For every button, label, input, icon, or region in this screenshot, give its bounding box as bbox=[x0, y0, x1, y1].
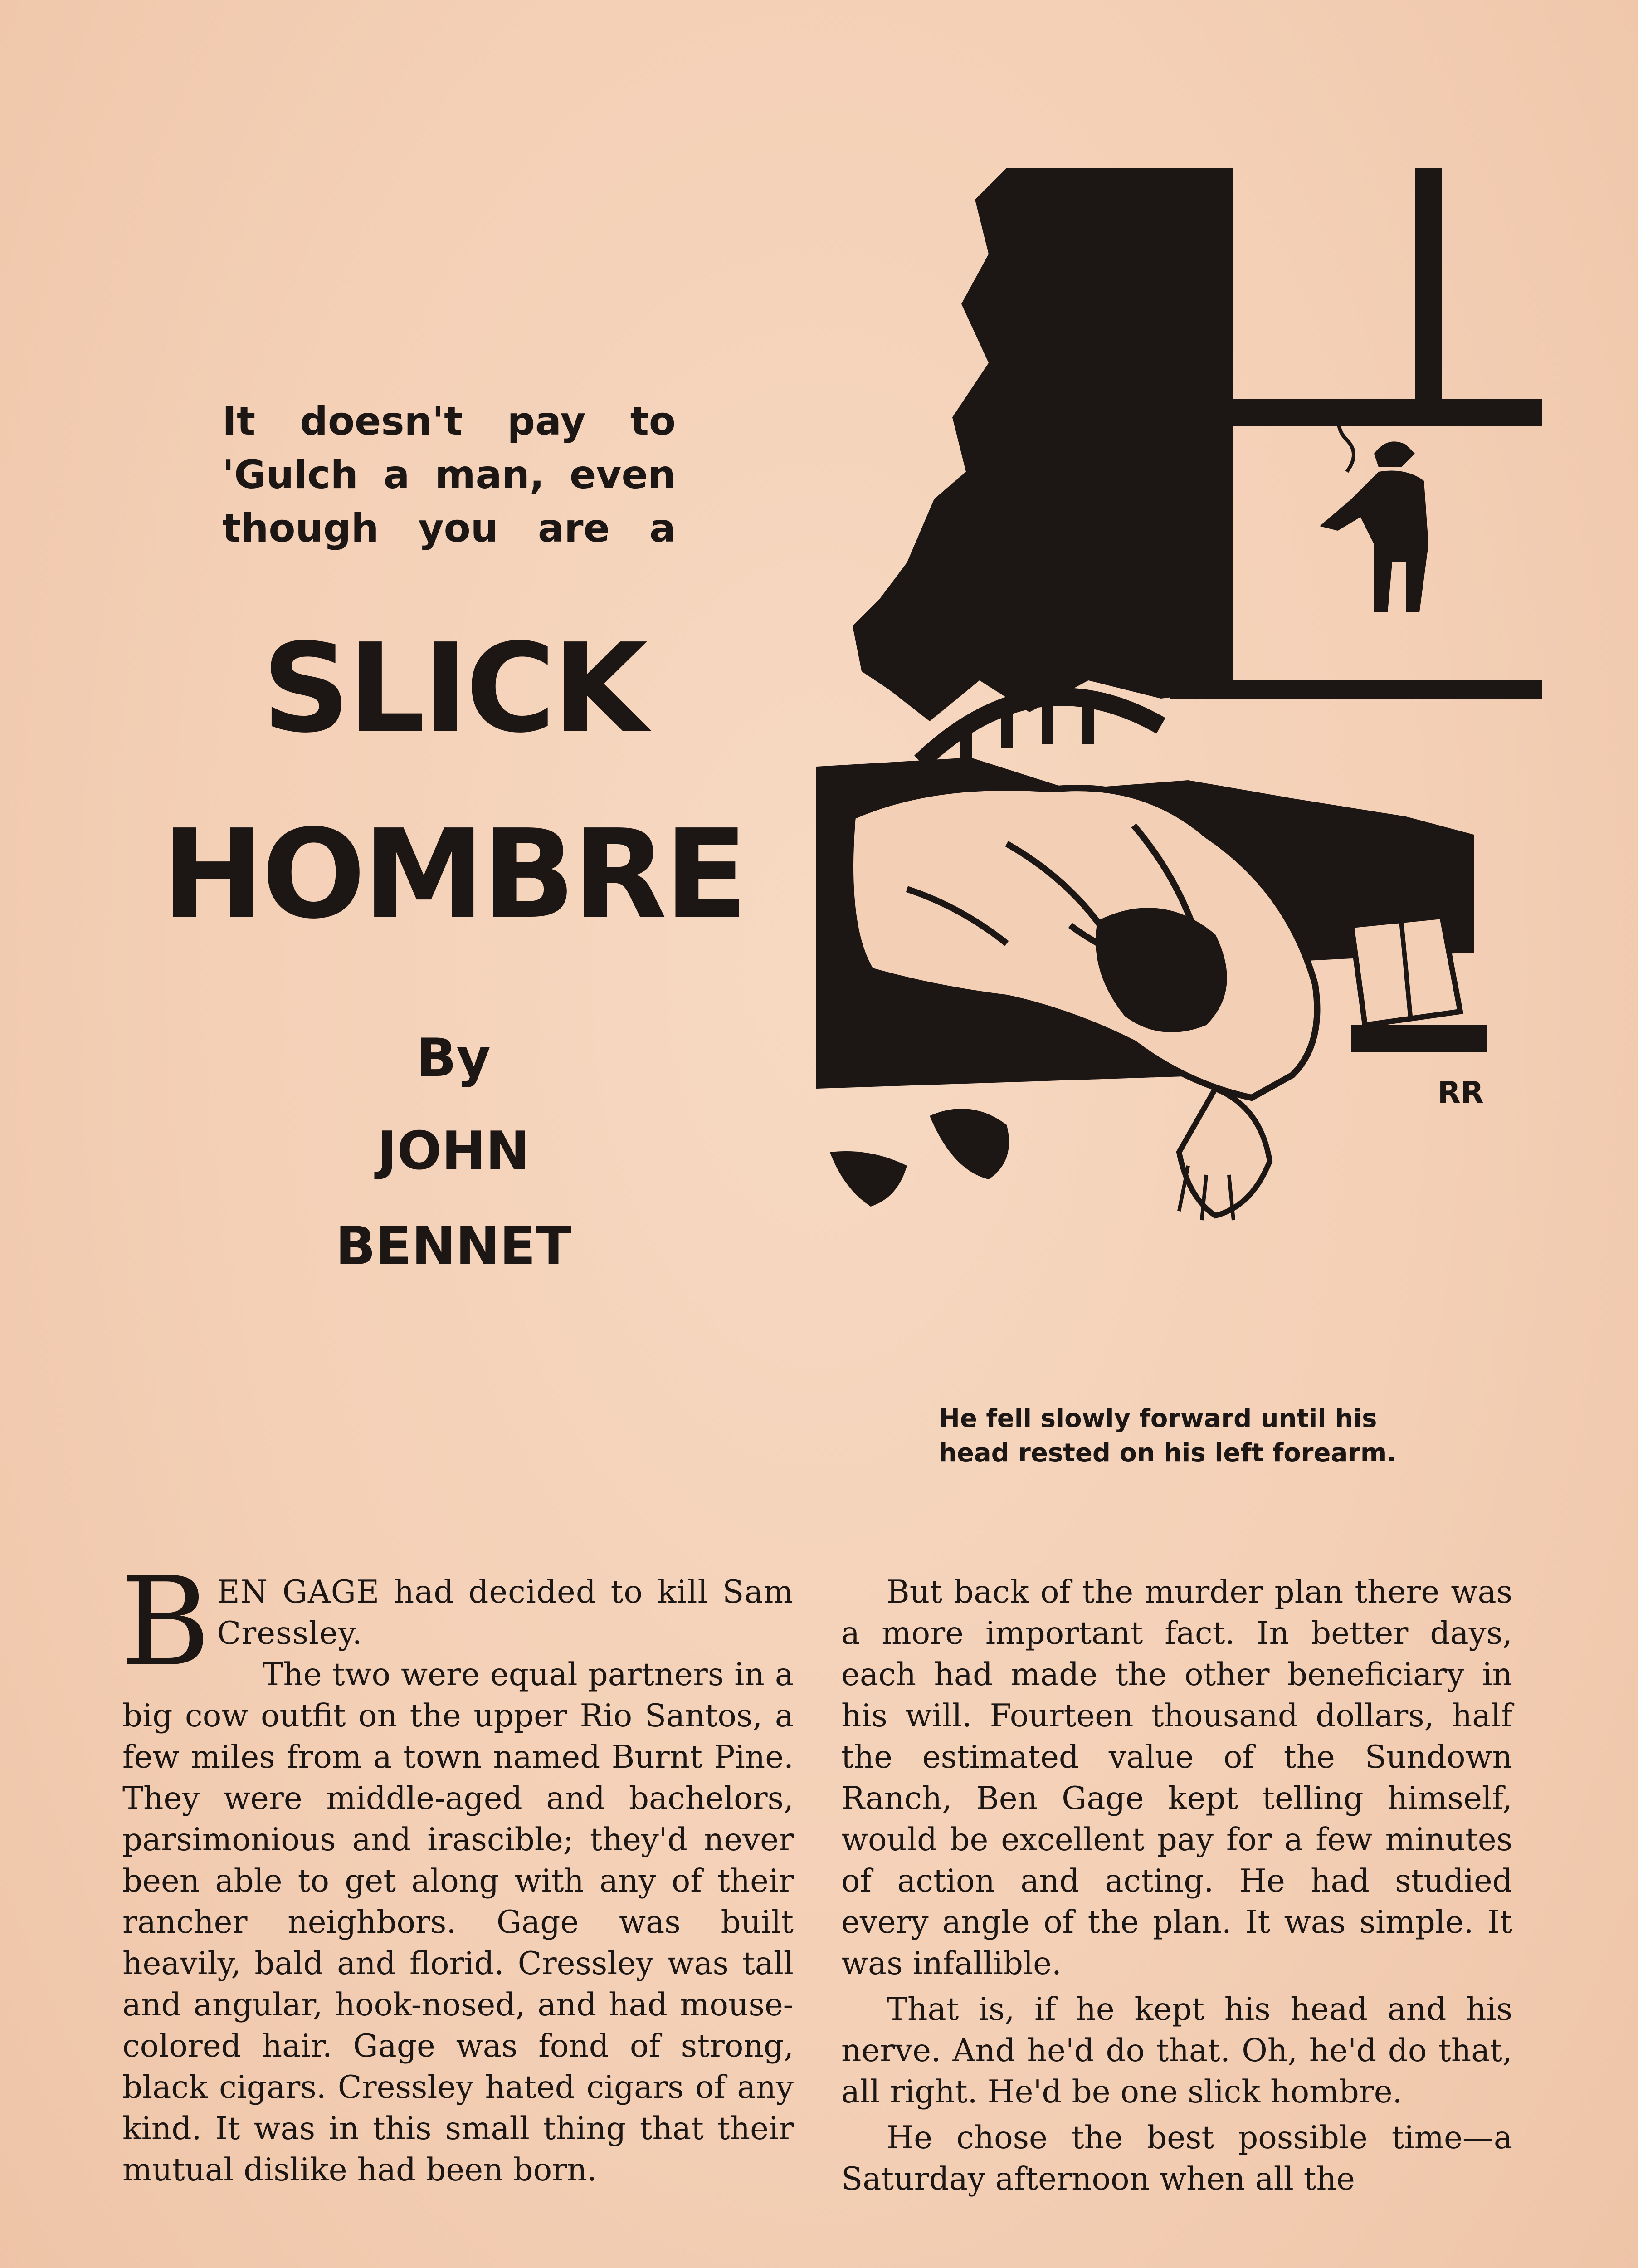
story-opening: EN GAGE had decided to kill Sam Cressley. bbox=[217, 1574, 794, 1652]
caption-line-2: head rested on his left forearm. bbox=[939, 1438, 1397, 1468]
story-illustration bbox=[816, 154, 1542, 1279]
story-paragraph-2: The two were equal partners in a big cow outfit on the upper Rio Santos, a few miles from a town named Burnt Pine. They were middle-aged and bachelors, parsimonious and irascible; they'd never been able to get along with any of their rancher neighbors. Gage was built heavily, bald and florid. Cressley was tall and angular, hook-nosed, and had mouse-colored hair. Gage was fond of strong, black cigars. Cressley hated cigars of any kind. It was in this small thing that their mutual dislike had been born. bbox=[122, 1657, 794, 2188]
author-last-name: BENNET bbox=[335, 1216, 572, 1277]
title-line-2: HOMBRE bbox=[161, 803, 746, 946]
title-line-1: SLICK bbox=[262, 617, 645, 760]
illustration-drawing bbox=[816, 154, 1542, 1279]
artist-signature: RR bbox=[1438, 1075, 1484, 1110]
author-first-name: JOHN bbox=[377, 1120, 530, 1182]
illustration-caption bbox=[939, 1402, 1438, 1471]
story-paragraph-5: He chose the best possible time—a Saturday afternoon when all the bbox=[841, 2120, 1512, 2197]
story-paragraph-3: But back of the murder plan there was a more important fact. In better days, each had made the other beneficiary in his will. Fourteen thousand dollars, half the estimated value of the Sundown Ranch, Ben Gage kept telling himself, would be excellent pay for a few minutes of action and acting. He had studied every angle of the plan. It was simple. It was infallible. bbox=[841, 1574, 1512, 1982]
story-column-right bbox=[841, 1572, 1512, 2200]
story-paragraph-4: That is, if he kept his head and his nerve. And he'd do that. Oh, he'd do that, all right. He'd be one slick hombre. bbox=[841, 1991, 1512, 2110]
byline-by: By bbox=[416, 1027, 491, 1089]
story-paragraph-1 bbox=[121, 1550, 794, 1693]
teaser-line-3: though you are a bbox=[222, 506, 676, 551]
caption-line-1: He fell slowly forward until his bbox=[939, 1404, 1377, 1433]
drop-cap: B bbox=[121, 1550, 211, 1693]
teaser-line-1: It doesn't pay to bbox=[222, 399, 676, 444]
story-column-left bbox=[121, 1550, 794, 2191]
teaser-line-2: 'Gulch a man, even bbox=[222, 452, 676, 498]
teaser bbox=[222, 395, 676, 555]
